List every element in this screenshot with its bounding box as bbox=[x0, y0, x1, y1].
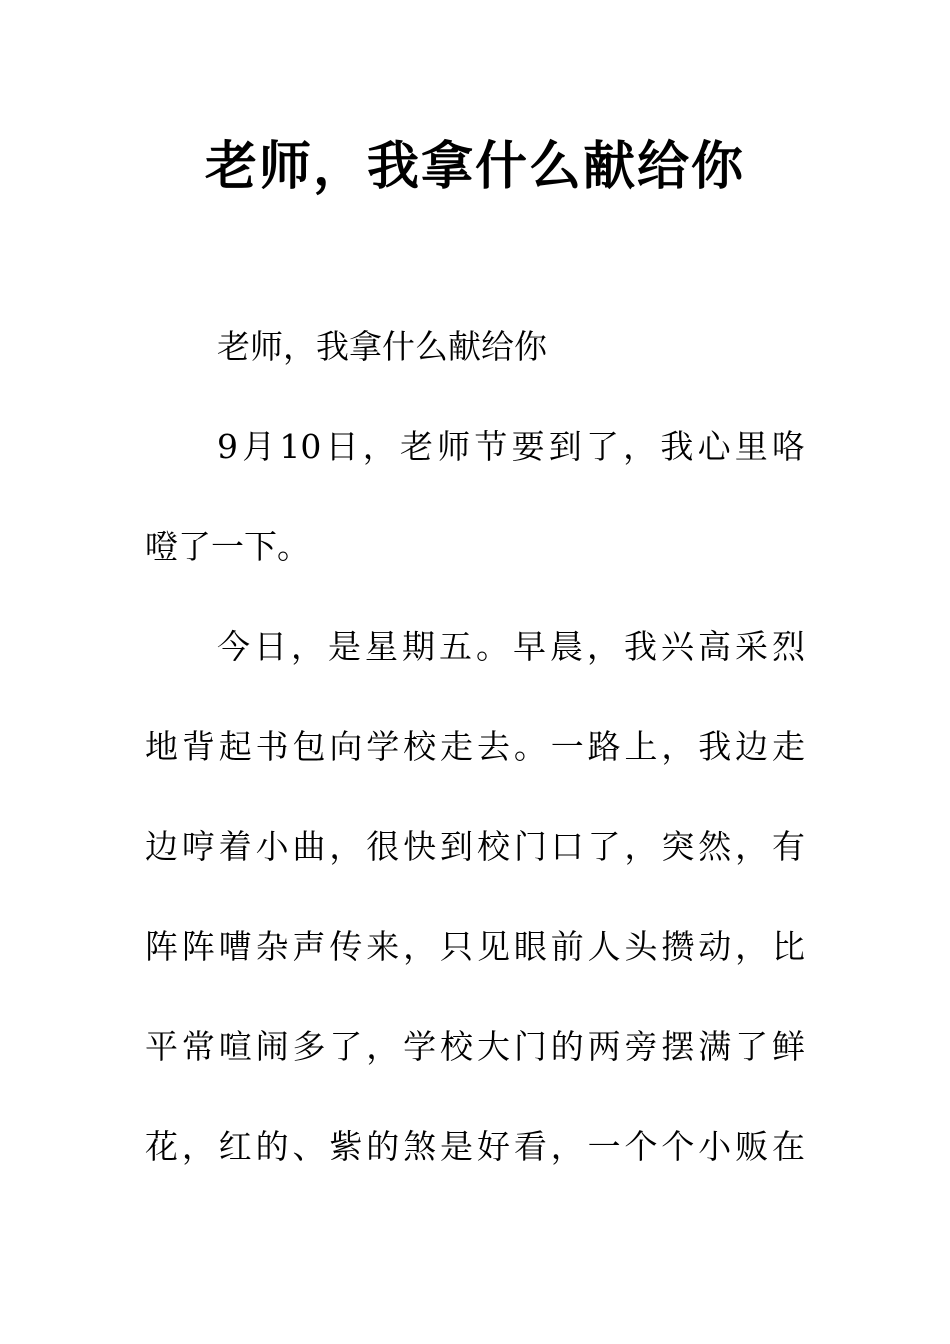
paragraph-line: 阵阵嘈杂声传来，只见眼前人头攒动，比 bbox=[145, 927, 805, 966]
paragraph-line: 平常喧闹多了，学校大门的两旁摆满了鲜 bbox=[145, 1027, 805, 1066]
paragraph-line: 老师，我拿什么献给你 bbox=[217, 327, 547, 366]
paragraph-line: 噔了一下。 bbox=[145, 527, 310, 566]
paragraph-line: 边哼着小曲，很快到校门口了，突然，有 bbox=[145, 827, 805, 866]
paragraph-line: 花，红的、紫的煞是好看，一个个小贩在 bbox=[145, 1127, 805, 1166]
paragraph-line: 9月10日，老师节要到了，我心里咯 bbox=[217, 427, 805, 466]
paragraph-line: 地背起书包向学校走去。一路上，我边走 bbox=[145, 727, 805, 766]
document-title: 老师，我拿什么献给你 bbox=[204, 137, 745, 197]
document-body bbox=[145, 297, 805, 1197]
paragraph-line: 今日，是星期五。早晨，我兴高采烈 bbox=[217, 627, 805, 666]
